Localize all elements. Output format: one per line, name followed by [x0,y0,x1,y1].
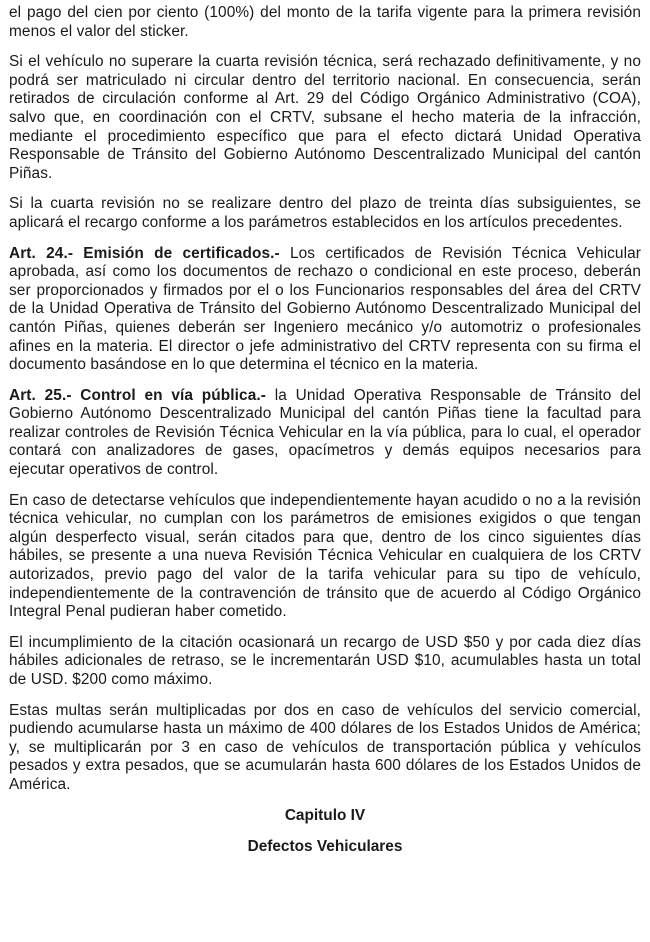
article-25-body: la Unidad Operativa Responsable de Tránsito del Gobierno Autónomo Descentralizado Municipal del cantón Piñas tiene la facultad para realizar controles de Revisión Técnica Vehicular en la vía pública, para lo cual, el operador contará con analizadores de gases, opacímetros y demás equipos necesarios para ejecutar operativos de control. [9,386,641,479]
paragraph-fourth-revision-rejection: Si el vehículo no superare la cuarta revisión técnica, será rechazado definitivamente, y no podrá ser matriculado ni circular dentro del territorio nacional. En consecuencia, serán retirados de circulación conforme al Art. 29 del Código Orgánico Administrativo (COA), salvo que, en coordinación con el CRTV, subsane el hecho materia de la infracción, mediante el procedimiento específico que para el efecto dictará Unidad Operativa Responsable de Tránsito del Gobierno Autónomo Descentralizado Municipal del cantón Piñas. [9,53,641,182]
chapter-heading: Capitulo IV [284,806,366,824]
paragraph-emissions-citation: En caso de detectarse vehículos que independientemente hayan acudido o no a la revisión técnica vehicular, no cumplan con los parámetros de emisiones exigidos o que tengan algún desperfecto visual, serán citados para que, dentro de los cinco siguientes días hábiles, se presente a una nueva Revisión Técnica Vehicular en cualquiera de los CRTV autorizados, previo pago del valor de la tarifa vehicular para su tipo de vehículo, independientemente de la contravención de tránsito que de acuerdo al Código Orgánico Integral Penal pudieran haber cometido. [9,491,641,621]
paragraph-sticker-payment: el pago del cien por ciento (100%) del monto de la tarifa vigente para la primera revisión menos el valor del sticker. [9,4,641,40]
article-24 [9,245,641,375]
article-25-title: Art. 25.- Control en vía pública.- [9,386,266,404]
article-25 [9,387,641,480]
paragraph-fourth-revision-deadline: Si la cuarta revisión no se realizare dentro del plazo de treinta días subsiguientes, se aplicará el recargo conforme a los parámetros establecidos en los artículos precedentes. [9,195,641,231]
document-page [9,4,641,857]
article-24-title: Art. 24.- Emisión de certificados.- [9,244,280,262]
paragraph-fine-multipliers: Estas multas serán multiplicadas por dos en caso de vehículos del servicio comercial, pudiendo acumularse hasta un máximo de 400 dólares de los Estados Unidos de América; y, se multiplicarán por 3 en caso de vehículos de transportación pública y vehículos pesados y extra pesados, que se acumularán hasta 600 dólares de los Estados Unidos de América. [9,701,641,793]
chapter-subheading: Defectos Vehiculares [247,838,403,856]
article-24-body: Los certificados de Revisión Técnica Vehicular aprobada, así como los documentos de rechazo o condicional en este proceso, deberán ser proporcionados y firmados por el o los Funcionarios responsables del área del CRTV de la Unidad Operativa de Tránsito del Gobierno Autónomo Descentralizado Municipal del cantón Piñas, quienes deberán ser Ingeniero mecánico y/o automotriz o profesionales afines en la materia. El director o jefe administrativo del CRTV representa con su firma el documento basándose en lo que determina el técnico en la materia. [9,244,641,374]
paragraph-citation-surcharge: El incumplimiento de la citación ocasionará un recargo de USD $50 y por cada diez días hábiles adicionales de retraso, se le incrementarán USD $10, acumulables hasta un total de USD. $200 como máximo. [9,633,641,688]
